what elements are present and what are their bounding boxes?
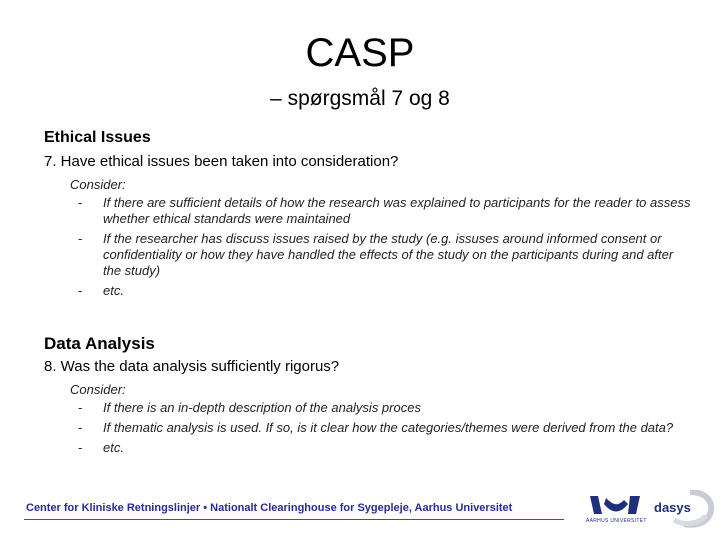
consider-label: Consider: — [70, 177, 126, 192]
bullet-dash: - — [78, 400, 83, 415]
footer-divider — [24, 519, 564, 520]
au-logo-text: AARHUS UNIVERSITET — [586, 518, 647, 524]
list-item — [44, 231, 694, 279]
question-8: 8. Was the data analysis sufficiently rigorus? — [44, 358, 340, 375]
list-item — [44, 420, 694, 436]
slide-title: CASP — [305, 31, 415, 75]
bullet-dash: - — [78, 440, 83, 455]
section-heading: Ethical Issues — [44, 129, 151, 146]
slide-subtitle: – spørgsmål 7 og 8 — [270, 87, 450, 110]
bullet-dash: - — [78, 231, 83, 246]
question-7: 7. Have ethical issues been taken into consideration? — [44, 153, 399, 170]
list-item — [44, 440, 694, 456]
consider-label: Consider: — [70, 382, 126, 397]
bullet-list — [44, 400, 694, 456]
bullet-text: If there are sufficient details of how the research was explained to participants for the reader to assess whether ethical standards were maintained — [103, 195, 691, 226]
bullet-text: etc. — [103, 283, 124, 298]
bullet-dash: - — [78, 195, 83, 210]
list-item — [44, 400, 694, 416]
dasys-logo-text: dasys — [654, 500, 691, 515]
bullet-text: If the researcher has discuss issues raised by the study (e.g. issuses around informed consent or confidentiality or how they have handled the effects of the study on the participants during and after the study) — [103, 231, 674, 278]
bullet-dash: - — [78, 283, 83, 298]
footer-text: Center for Kliniske Retningslinjer • Nationalt Clearinghouse for Sygepleje, Aarhus Universitet — [26, 502, 513, 514]
bullet-text: If thematic analysis is used. If so, is it clear how the categories/themes were derived from the data? — [103, 420, 674, 435]
section-heading: Data Analysis — [44, 334, 155, 353]
bullet-text: etc. — [103, 440, 124, 455]
bullet-text: If there is an in-depth description of the analysis proces — [103, 400, 421, 415]
section-ethical-issues — [44, 128, 694, 303]
bullet-list — [44, 195, 694, 299]
list-item — [44, 195, 694, 227]
list-item — [44, 283, 694, 299]
bullet-dash: - — [78, 420, 83, 435]
section-data-analysis — [44, 333, 694, 460]
